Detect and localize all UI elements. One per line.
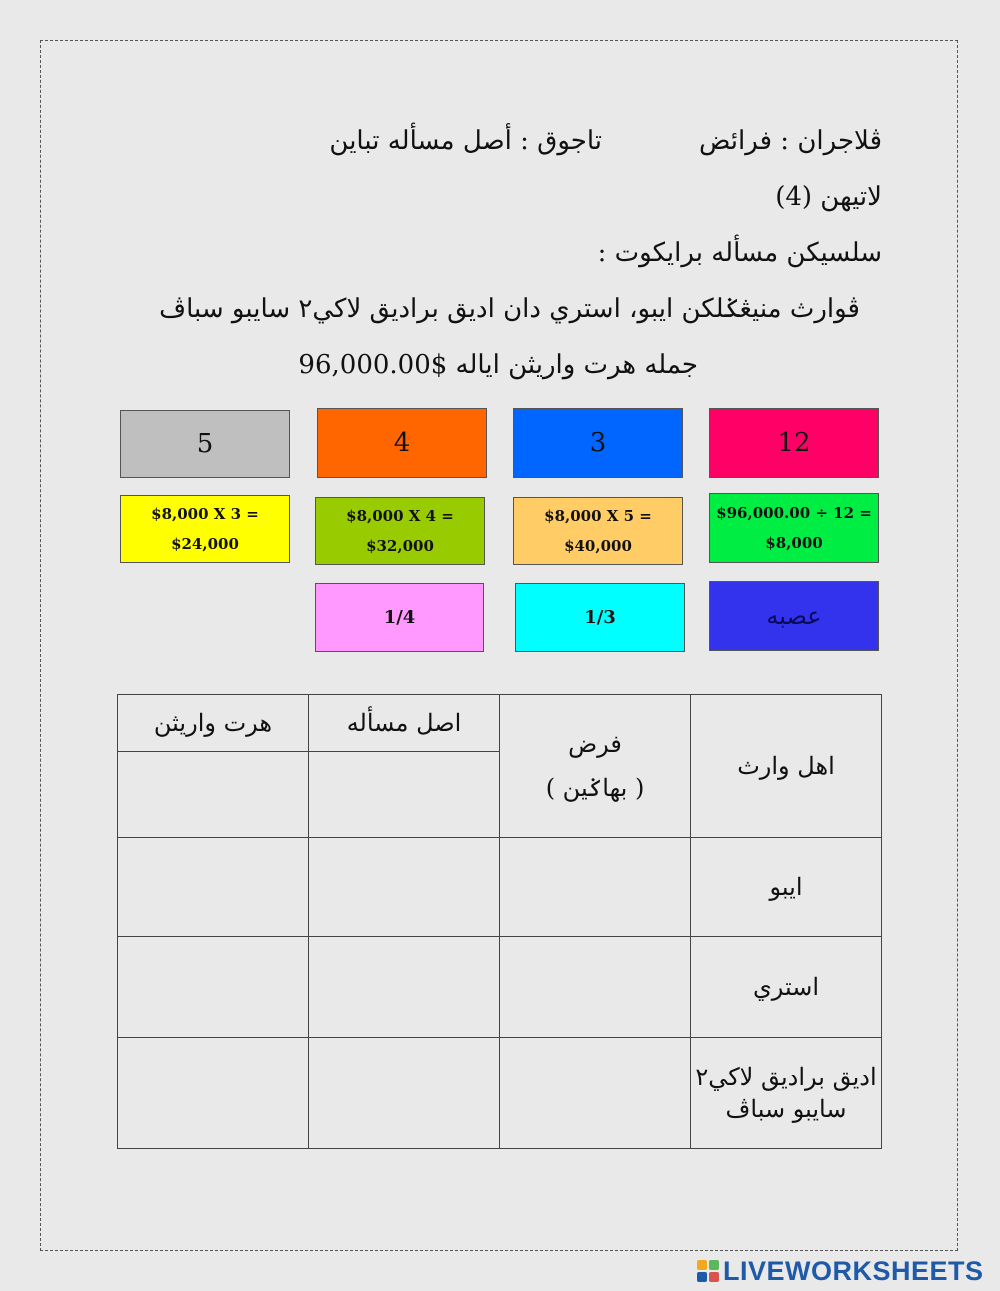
tile-asal-12[interactable]: 12 <box>709 408 879 478</box>
drop-cell-amount[interactable] <box>118 937 309 1038</box>
tile-saham-5[interactable]: 5 <box>120 410 290 478</box>
tile-fraction-1-3[interactable]: 1/3 <box>515 583 685 652</box>
drop-cell-asal[interactable] <box>309 752 500 838</box>
drop-cell-estate-total[interactable] <box>118 752 309 838</box>
table-row <box>118 937 882 1038</box>
problem-line-2: جمله هرت واريثن اياله $96,000.00 <box>298 350 698 380</box>
header-asal-masalah: اصل مسأله <box>309 695 500 752</box>
drop-cell-share[interactable] <box>500 838 691 937</box>
subject-label: ڤلاجران : فرائض <box>698 126 882 156</box>
topic-label: تاجوق : أصل مسأله تباين <box>329 126 602 156</box>
header-estate: هرت واريثن <box>118 695 309 752</box>
header-heir: اهل وارث <box>691 695 882 838</box>
answer-table <box>117 694 882 1149</box>
tile-calc-32000[interactable]: $8,000 X 4 = $32,000 <box>315 497 485 565</box>
drop-cell-share[interactable] <box>500 1038 691 1149</box>
liveworksheets-logo <box>697 1256 984 1286</box>
heir-wife: استري <box>691 937 882 1038</box>
heir-mother: ايبو <box>691 838 882 937</box>
exercise-title: لاتيهن (4) <box>775 182 882 212</box>
drop-cell-share[interactable] <box>500 937 691 1038</box>
drop-cell-amount[interactable] <box>118 1038 309 1149</box>
topic-line <box>329 124 602 158</box>
logo-mark-icon <box>697 1260 719 1282</box>
header-share: فرض ( بهاݢين ) <box>500 695 691 838</box>
table-row <box>118 838 882 937</box>
tile-calc-40000[interactable]: $8,000 X 5 = $40,000 <box>513 497 683 565</box>
tile-fraction-1-4[interactable]: 1/4 <box>315 583 484 652</box>
table-row <box>118 1038 882 1149</box>
heir-full-brother: اديق براديق لاكي٢ سايبو سباڤ <box>691 1038 882 1149</box>
tile-asabah[interactable]: عصبه <box>709 581 879 651</box>
problem-line-1: ڤوارث منيڠݢلكن ايبو، استري دان اديق براديق لاكي٢ سايبو سباڤ <box>159 294 860 324</box>
drop-cell-amount[interactable] <box>118 838 309 937</box>
subject-line <box>699 124 882 158</box>
tile-calc-24000[interactable]: $8,000 X 3 = $24,000 <box>120 495 290 563</box>
drop-cell-saham[interactable] <box>309 838 500 937</box>
instruction-text: سلسيكن مسأله برايكوت : <box>597 238 882 268</box>
tile-calc-per-share[interactable]: $96,000.00 ÷ 12 = $8,000 <box>709 493 879 563</box>
tile-saham-4[interactable]: 4 <box>317 408 487 478</box>
tile-saham-3[interactable]: 3 <box>513 408 683 478</box>
drop-cell-saham[interactable] <box>309 937 500 1038</box>
drop-cell-saham[interactable] <box>309 1038 500 1149</box>
logo-text: LIVEWORKSHEETS <box>723 1255 984 1286</box>
